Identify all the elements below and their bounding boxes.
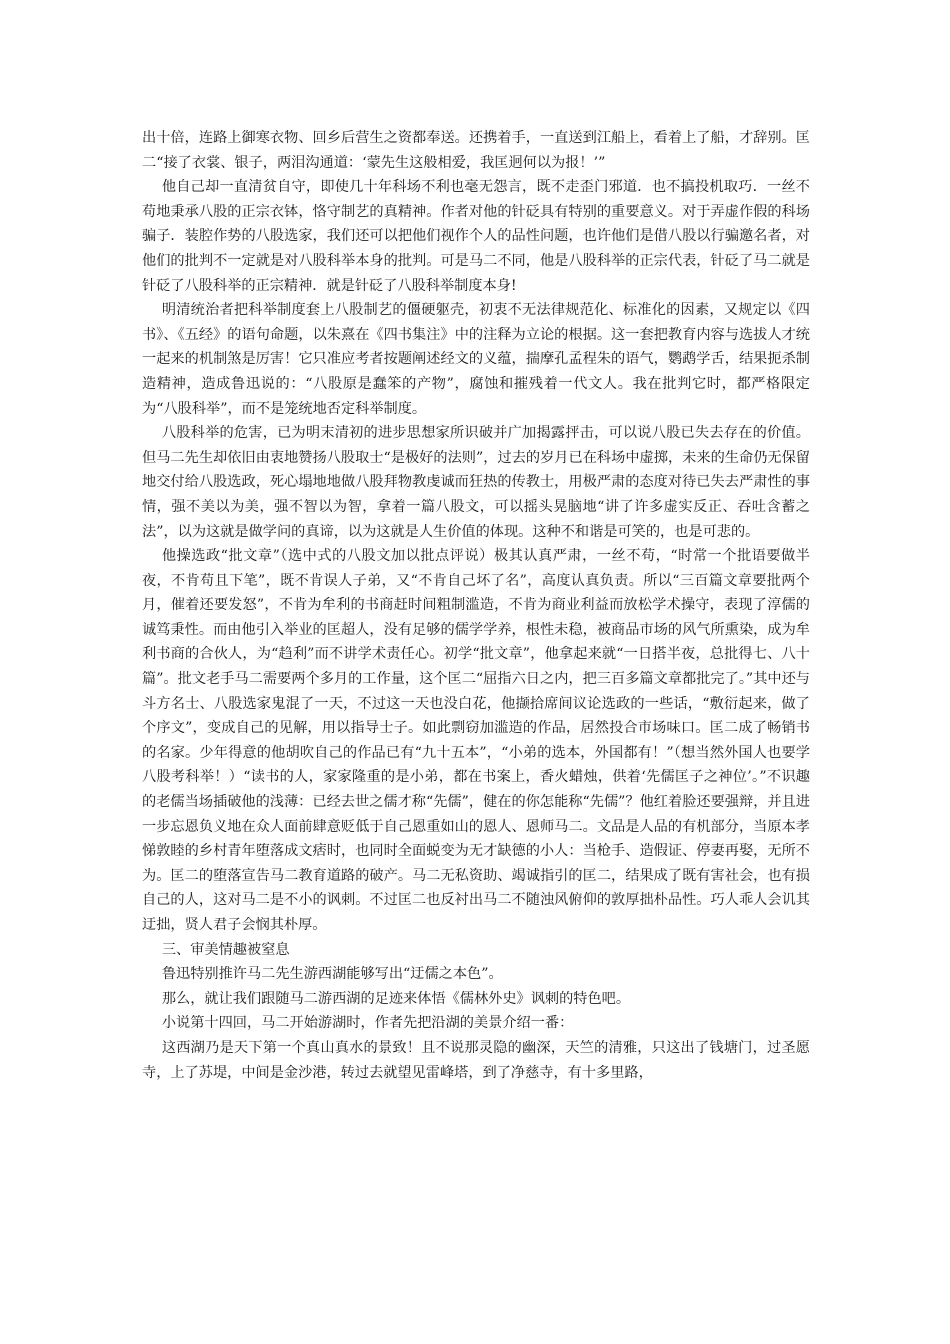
paragraph-4: 八股科举的危害，已为明末清初的进步思想家所识破并广加揭露抨击，可以说八股已失去存在的价值。但马二先生却依旧由衷地赞扬八股取士“是极好的法则”，过去的岁月已在科场中虚掷，未来的生命仍无保留地交付给八股选政，死心塌地地做八股拜物教虔诚而狂热的传教士，用极严肃的态度对待已失去严肃性的事情，强不美以为美，强不智以为智，拿着一篇八股文，可以摇头晃脑地“讲了许多虚实反正、吞吐含蓄之法”，以为这就是做学问的真谛，以为这就是人生价值的体现。这种不和谐是可笑的，也是可悲的。 [142,425,810,540]
paragraph-2: 他自己却一直清贫自守，即使几十年科场不利也毫无怨言，既不走歪门邪道．也不搞投机取巧．一丝不苟地秉承八股的正宗衣钵，恪守制艺的真精神。作者对他的针砭具有特别的重要意义。对于弄虚作假的科场骗子．装腔作势的八股选家，我们还可以把他们视作个人的品性问题，也许他们是借八股以行骗邀名者，对他们的批判不一定就是对八股科举本身的批判。可是马二不同，他是八股科举的正宗代表，针砭了马二就是针砭了八股科举的正宗精神．就是针砭了八股科举制度本身! [142,179,810,294]
document-page [142,126,810,1085]
paragraph-3: 明清统治者把科举制度套上八股制艺的僵硬躯壳，初衷不无法律规范化、标准化的因素，又规定以《四书》、《五经》的语句命题，以朱熹在《四书集注》中的注释为立论的根据。这一套把教育内容与选拔人才统一起来的机制煞是厉害！它只准应考者按题阐述经文的义蕴，揣摩孔孟程朱的语气，鹦鹉学舌，结果扼杀制造精神，造成鲁迅说的：“八股原是蠢笨的产物”，腐蚀和摧残着一代文人。我在批判它时，都严格限定为“八股科举”，而不是笼统地否定科举制度。 [142,302,810,417]
paragraph-7: 那么，就让我们跟随马二游西湖的足迹来体悟《儒林外史》讽刺的特色吧。 [161,990,631,1007]
section-heading: 三、审美情趣被窒息 [161,941,290,958]
paragraph-8: 小说第十四回，马二开始游湖时，作者先把沿湖的美景介绍一番： [161,1015,574,1032]
paragraph-9: 这西湖乃是天下第一个真山真水的景致！且不说那灵隐的幽深，天竺的清雅，只这出了钱塘门，过圣愿寺，上了苏堤，中间是金沙港，转过去就望见雷峰塔，到了净慈寺，有十多里路， [142,1039,810,1081]
paragraph-6: 鲁迅特别推许马二先生游西湖能够写出“迂儒之本色”。 [161,966,503,983]
paragraph-1: 出十倍，连路上御寒衣物、回乡后营生之资都奉送。还携着手，一直送到江船上，看着上了船，才辞别。匡二“接了衣裳、银子，两泪沟通道：‘蒙先生这般相爱，我匡迥何以为报！’” [142,130,810,171]
paragraph-5: 他操选政“批文章”（选中式的八股文加以批点评说）极其认真严肃，一丝不苟，“时常一个批语要做半夜，不肯苟且下笔”，既不肯误人子弟，又“不肯自己坏了名”，高度认真负责。所以“三百篇文章要批两个月，催着还要发怒”，不肯为牟利的书商赶时间粗制滥造，不肯为商业利益而放松学术操守，表现了淳儒的诚笃秉性。而由他引入举业的匡超人，没有足够的儒学学养，根性未稳，被商品市场的风气所熏染，成为牟利书商的合伙人，为“趋利”而不讲学术责任心。初学“批文章”，他拿起来就“一日搭半夜，总批得七、八十篇”。批文老手马二需要两个多月的工作量，这个匡二“屈指六日之内，把三百多篇文章都批完了。”其中还与斗方名士、八股选家鬼混了一天，不过这一天也没白花，他撷拾席间议论选政的一些话，“敷衍起来，做了个序文”，变成自己的见解，用以指导士子。如此剽窃加滥造的作品，居然投合市场味口。匡二成了畅销书的名家。少年得意的他胡吹自己的作品已有“九十五本”，“小弟的选本，外国都有！”（想当然外国人也要学八股考科举！）“读书的人，家家隆重的是小弟，都在书案上，香火蜡烛，供着‘先儒匡子之神位’。”不识趣的老儒当场插破他的浅薄：已经去世之儒才称“先儒”，健在的你怎能称“先儒”？他红着脸还要强辩，并且进一步忘恩负义地在众人面前肆意贬低于自己恩重如山的恩人、恩师马二。文品是人品的有机部分，当原本孝悌敦睦的乡村青年堕落成文痞时，也同时全面蜕变为无才缺德的小人：当枪手、造假证、停妻再娶，无所不为。匡二的堕落宣告马二教育道路的破产。马二无私资助、竭诚指引的匡二，结果成了既有害社会，也有损自己的人，这对马二是不小的讽刺。不过匡二也反衬出马二不随浊风俯仰的敦厚拙朴品性。巧人乖人会讥其迂拙，贤人君子会悯其朴厚。 [142,548,810,933]
